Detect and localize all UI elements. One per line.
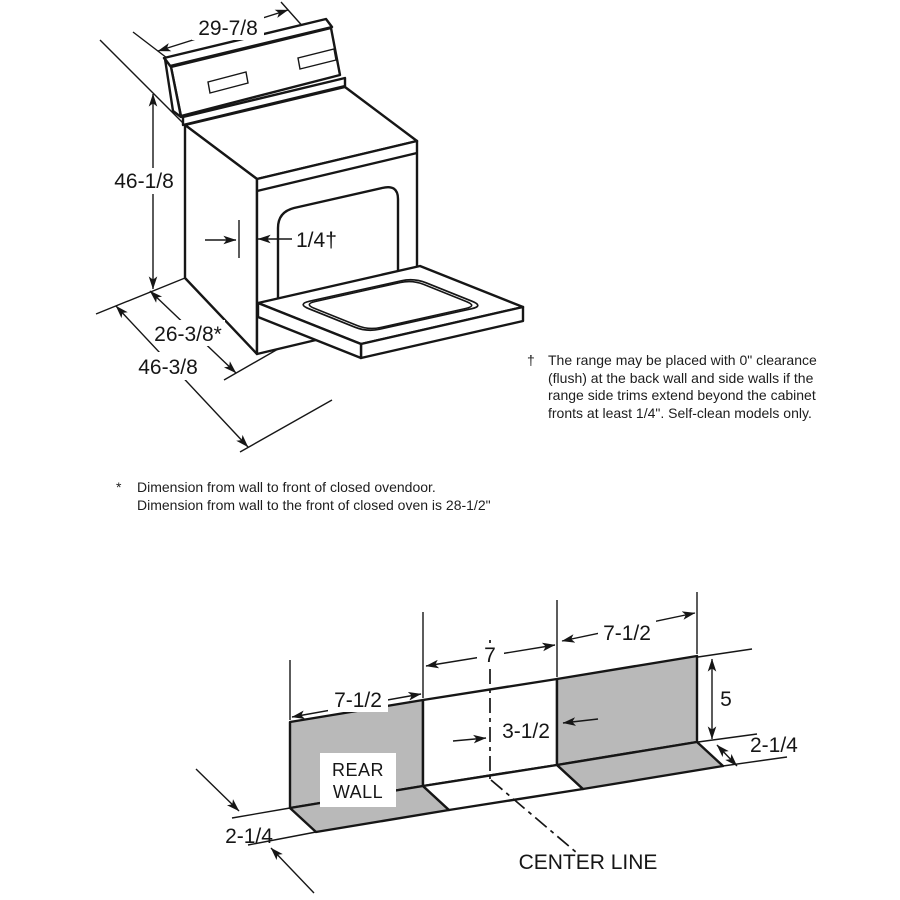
- rear-wall-diagram: [196, 592, 798, 893]
- right-section-width-label: 7-1/2: [603, 622, 651, 645]
- footnote-star-line: Dimension from wall to front of closed ovendoor.: [137, 479, 436, 495]
- depth-open-label: 46-3/8: [138, 356, 198, 379]
- dim-center-section: [426, 643, 555, 667]
- width-label: 29-7/8: [198, 17, 258, 40]
- footnote-star-line: Dimension from wall to the front of closed oven is 28-1/2": [137, 497, 491, 513]
- left-section-width-label: 7-1/2: [334, 689, 382, 712]
- footnote-dagger-line: (flush) at the back wall and side walls if the: [548, 369, 814, 386]
- footnote-dagger-line: The range may be placed with 0" clearance: [548, 352, 817, 368]
- footnote-dagger-line: fronts at least 1/4". Self-clean models only.: [548, 404, 812, 421]
- footnote-dagger-marker: †: [527, 352, 535, 368]
- footnote-star-marker: *: [116, 479, 122, 495]
- footnote-star: [116, 478, 546, 514]
- rear-wall-label-line2: WALL: [332, 782, 384, 802]
- height-label: 46-1/8: [114, 170, 174, 193]
- depth-closed-label: 26-3/8*: [154, 323, 222, 346]
- footnote-dagger-line: range side trims extend beyond the cabinet: [548, 387, 816, 403]
- center-offset-label: 3-1/2: [502, 720, 550, 743]
- dim-right-section: [562, 613, 695, 645]
- center-section-width-label: 7: [484, 644, 496, 667]
- floor-depth-left-label: 2-1/4: [225, 825, 273, 848]
- dim-height: [112, 94, 176, 289]
- dim-wall-height: [712, 659, 732, 739]
- side-clearance-label: 1/4†: [296, 229, 337, 252]
- range-isometric-diagram: [96, 2, 523, 452]
- wall-height-label: 5: [720, 688, 732, 711]
- center-line-label: CENTER LINE: [518, 851, 658, 874]
- footnote-dagger: [527, 352, 827, 422]
- rear-wall-label: [320, 753, 396, 807]
- rear-wall-label-line1: REAR: [331, 760, 385, 780]
- floor-depth-right-label: 2-1/4: [750, 734, 798, 757]
